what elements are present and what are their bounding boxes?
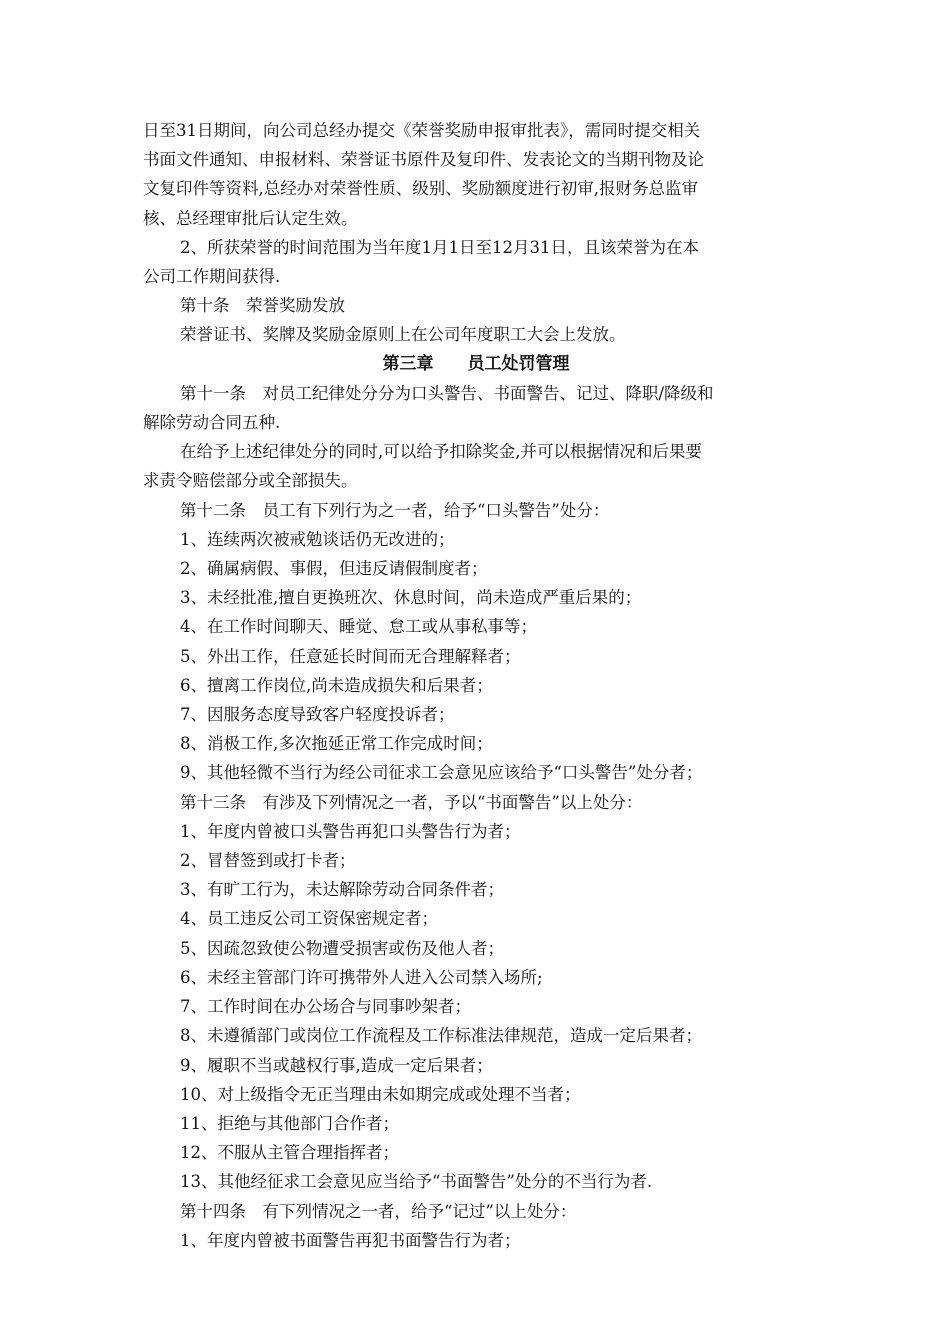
text-line: 8、消极工作,多次拖延正常工作完成时间； xyxy=(180,734,493,754)
text-line: 6、未经主管部门许可携带外人进入公司禁入场所; xyxy=(180,967,543,987)
text-line: 10、对上级指令无正当理由未如期完成或处理不当者； xyxy=(180,1084,581,1104)
text-line: 第十条 荣誉奖励发放 xyxy=(180,296,345,316)
text-line: 4、在工作时间聊天、睡觉、怠工或从事私事等； xyxy=(180,617,537,637)
paragraph xyxy=(143,379,809,437)
paragraph xyxy=(143,116,809,233)
paragraph xyxy=(143,758,809,787)
text-line: 7、因服务态度导致客户轻度投诉者； xyxy=(180,705,455,725)
text-line: 6、擅离工作岗位,尚未造成损失和后果者； xyxy=(180,675,493,695)
text-line: 核、总经理审批后认定生效。 xyxy=(143,208,358,228)
text-line: 第三章 员工处罚管理 xyxy=(382,353,570,374)
paragraph xyxy=(143,817,809,846)
text-line: 9、履职不当或越权行事,造成一定后果者； xyxy=(180,1055,493,1075)
paragraph xyxy=(143,1051,809,1080)
paragraph xyxy=(143,1226,809,1255)
paragraph xyxy=(143,1080,809,1109)
text-line: 5、外出工作，任意延长时间而无合理解释者； xyxy=(180,646,521,666)
paragraph xyxy=(143,233,809,291)
paragraph xyxy=(143,963,809,992)
text-line: 4、员工违反公司工资保密规定者； xyxy=(180,909,438,929)
paragraph xyxy=(143,437,809,495)
text-line: 1、年度内曾被口头警告再犯口头警告行为者； xyxy=(180,821,521,841)
chapter-heading xyxy=(143,350,809,379)
text-line: 第十二条 员工有下列行为之一者，给予“口头警告”处分： xyxy=(180,500,610,520)
paragraph xyxy=(143,700,809,729)
paragraph xyxy=(143,1109,809,1138)
text-line: 文复印件等资料,总经办对荣誉性质、级别、奖励额度进行初审,报财务总监审 xyxy=(143,179,698,199)
text-line: 9、其他轻微不当行为经公司征求工会意见应该给予“口头警告”处分者； xyxy=(180,763,703,783)
text-line: 1、连续两次被戒勉谈话仍无改进的； xyxy=(180,529,455,549)
text-line: 3、有旷工行为，未达解除劳动合同条件者； xyxy=(180,880,504,900)
paragraph xyxy=(143,934,809,963)
text-line: 11、拒绝与其他部门合作者； xyxy=(180,1113,399,1133)
text-line: 书面文件通知、申报材料、荣誉证书原件及复印件、发表论文的当期刊物及论 xyxy=(143,150,704,170)
text-line: 解除劳动合同五种. xyxy=(143,413,281,433)
text-line: 日至31日期间，向公司总经办提交《荣誉奖励申报审批表》，需同时提交相关 xyxy=(143,121,701,140)
text-line: 2、所获荣誉的时间范围为当年度1月1日至12月31日，且该荣誉为在本 xyxy=(180,237,699,257)
text-line: 第十一条 对员工纪律处分分为口头警告、书面警告、记过、降职/降级和 xyxy=(180,383,714,403)
text-line: 第十三条 有涉及下列情况之一者，予以“书面警告”以上处分： xyxy=(180,792,643,812)
text-line: 第十四条 有下列情况之一者，给予“记过”以上处分： xyxy=(180,1201,577,1221)
text-line: 求责令赔偿部分或全部损失。 xyxy=(143,471,358,491)
text-line: 荣誉证书、奖牌及奖励金原则上在公司年度职工大会上发放。 xyxy=(180,325,626,345)
paragraph xyxy=(143,1021,809,1050)
paragraph xyxy=(143,904,809,933)
paragraph xyxy=(143,1138,809,1167)
paragraph xyxy=(143,1167,809,1196)
text-line: 12、不服从主管合理指挥者； xyxy=(180,1143,399,1163)
paragraph xyxy=(143,729,809,758)
text-line: 在给予上述纪律处分的同时,可以给予扣除奖金,并可以根据情况和后果要 xyxy=(180,442,702,462)
paragraph xyxy=(143,788,809,817)
text-line: 5、因疏忽致使公物遭受损害或伤及他人者； xyxy=(180,938,504,958)
document-body xyxy=(143,116,809,1255)
paragraph xyxy=(143,320,809,349)
paragraph xyxy=(143,992,809,1021)
text-line: 13、其他经征求工会意见应当给予“书面警告”处分的不当行为者. xyxy=(180,1172,653,1192)
paragraph xyxy=(143,554,809,583)
paragraph xyxy=(143,612,809,641)
text-line: 3、未经批准,擅自更换班次、休息时间，尚未造成严重后果的； xyxy=(180,588,642,608)
paragraph xyxy=(143,525,809,554)
paragraph xyxy=(143,1197,809,1226)
paragraph xyxy=(143,583,809,612)
text-line: 2、确属病假、事假，但违反请假制度者； xyxy=(180,559,488,579)
text-line: 1、年度内曾被书面警告再犯书面警告行为者； xyxy=(180,1230,521,1250)
paragraph xyxy=(143,846,809,875)
text-line: 8、未遵循部门或岗位工作流程及工作标准法律规范，造成一定后果者； xyxy=(180,1026,702,1046)
text-line: 2、冒替签到或打卡者； xyxy=(180,851,356,871)
paragraph xyxy=(143,496,809,525)
text-line: 公司工作期间获得. xyxy=(143,267,281,287)
paragraph xyxy=(143,671,809,700)
text-line: 7、工作时间在办公场合与同事吵架者； xyxy=(180,997,471,1017)
paragraph xyxy=(143,875,809,904)
paragraph xyxy=(143,642,809,671)
paragraph xyxy=(143,291,809,320)
